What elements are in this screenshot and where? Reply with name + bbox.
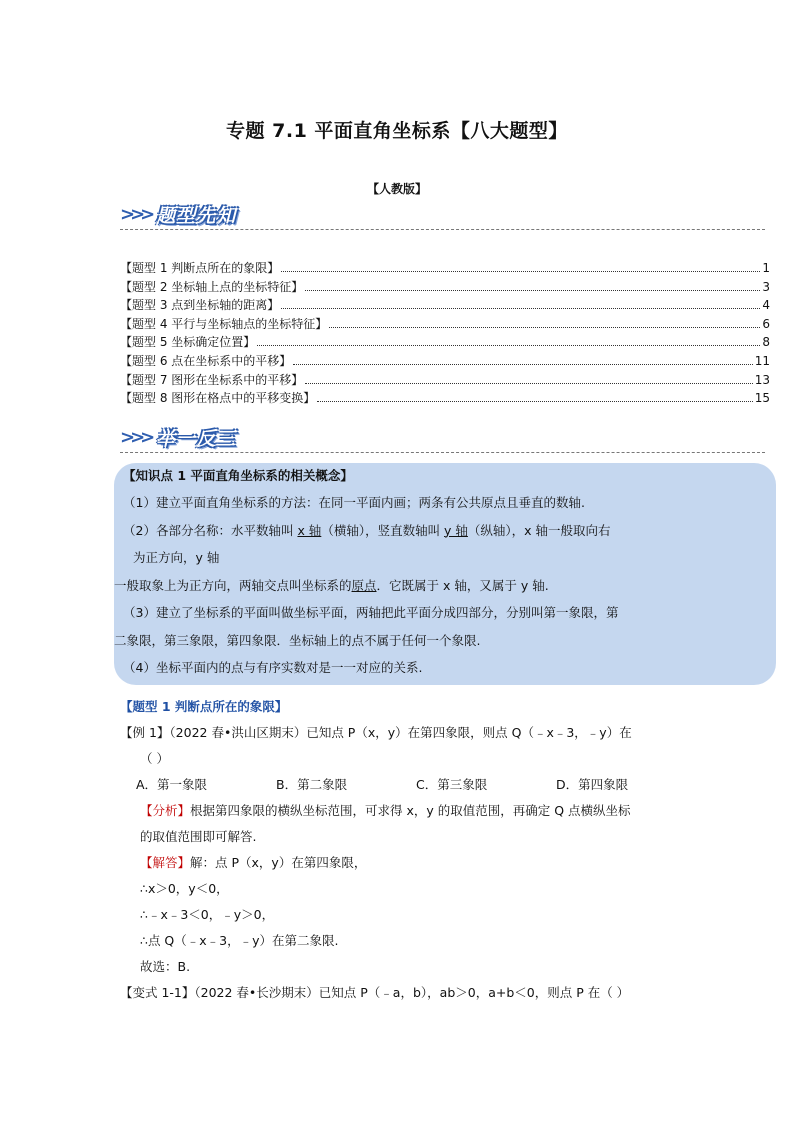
banner-practice [120,424,236,450]
options-row [120,772,780,798]
option-c[interactable]: C．第三象限 [416,777,488,792]
knowledge-line: 为正方向，y 轴 [133,550,220,565]
variant-question: 【变式 1-1】（2022 春•长沙期末）已知点 P（﹣a，b），ab＞0，a+b＜0，则点 P 在（ ） [120,985,630,1000]
option-d[interactable]: D．第四象限 [556,777,629,792]
banner-preview-text: 题型先知 [156,204,237,227]
knowledge-line: 二象限，第三象限，第四象限．坐标轴上的点不属于任何一个象限. [114,632,481,648]
option-a[interactable]: A．第一象限 [136,777,208,792]
solution-step: ∴x＞0，y＜0， [140,881,229,896]
knowledge-line: 一般取象上为正方向，两轴交点叫坐标系的原点．它既属于 x 轴，又属于 y 轴. [114,577,549,593]
solution-step: 故选：B. [140,959,191,974]
knowledge-line: （3）建立了坐标系的平面叫做坐标平面，两轴把此平面分成四部分，分别叫第一象限，第 [123,605,619,620]
option-b[interactable]: B．第二象限 [276,777,348,792]
divider [120,452,765,453]
toc-item[interactable]: 【题型 6 点在坐标系中的平移】 11 [120,353,770,368]
section-heading: 【题型 1 判断点所在的象限】 [120,699,288,714]
solution-step: ∴﹣x﹣3＜0，﹣y＞0， [140,907,275,922]
divider [120,229,765,230]
knowledge-line: （4）坐标平面内的点与有序实数对是一一对应的关系. [123,660,423,675]
toc-item[interactable]: 【题型 4 平行与坐标轴点的坐标特征】 6 [120,316,770,331]
content-body [120,694,780,1006]
edition-label: 【人教版】 [366,182,427,196]
banner-practice-text: 举一反三 [156,427,237,450]
toc-item[interactable]: 【题型 1 判断点所在的象限】 1 [120,261,770,275]
answer-line: 【解答】解：点 P（x，y）在第四象限， [140,855,367,870]
knowledge-title: 【知识点 1 平面直角坐标系的相关概念】 [123,468,353,483]
example-question: 【例 1】（2022 春•洪山区期末）已知点 P（x，y）在第四象限，则点 Q（﹣x﹣3，﹣y）在 [120,725,632,740]
banner-preview [120,201,236,227]
analysis-line: 【分析】根据第四象限的横纵坐标范围，可求得 x，y 的取值范围，再确定 Q 点横纵坐标 [140,803,631,818]
solution-step: ∴点 Q（﹣x﹣3，﹣y）在第二象限. [140,933,339,948]
knowledge-line: （2）各部分名称：水平数轴叫 x 轴（横轴），竖直数轴叫 y 轴（纵轴），x 轴一般取向右 [123,522,611,538]
knowledge-box [114,463,776,685]
table-of-contents [120,259,770,408]
toc-item[interactable]: 【题型 5 坐标确定位置】 8 [120,335,770,350]
analysis-line: 的取值范围即可解答. [140,829,257,844]
toc-item[interactable]: 【题型 3 点到坐标轴的距离】 4 [120,298,770,313]
toc-item[interactable]: 【题型 7 图形在坐标系中的平移】 13 [120,372,770,387]
toc-item[interactable]: 【题型 2 坐标轴上点的坐标特征】 3 [120,279,770,294]
answer-blank: （ ） [140,751,169,766]
knowledge-line: （1）建立平面直角坐标系的方法：在同一平面内画；两条有公共原点且垂直的数轴. [123,495,585,510]
toc-item[interactable]: 【题型 8 图形在格点中的平移变换】 15 [120,391,770,406]
document-title: 专题 7.1 平面直角坐标系【八大题型】 [226,120,568,142]
chevron-arrows-icon: >>> [120,203,151,225]
chevron-arrows-icon: >>> [120,426,151,448]
